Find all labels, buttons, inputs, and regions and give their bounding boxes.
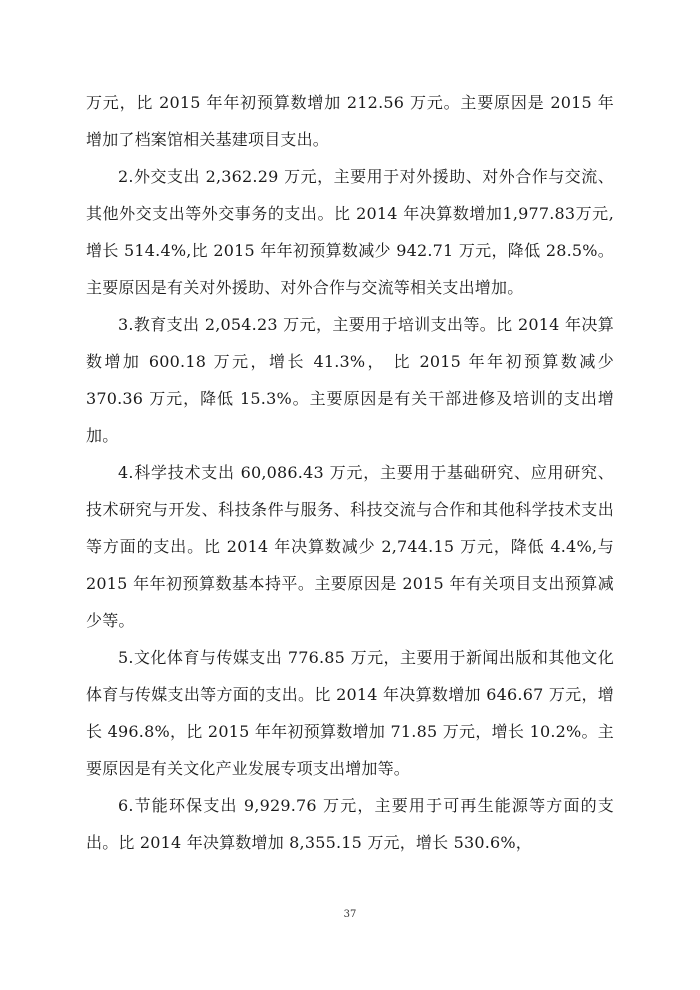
paragraph-education-expenditure: 3.教育支出 2,054.23 万元，主要用于培训支出等。比 2014 年决算数增加 600.18 万元，增长 41.3%， 比 2015 年年初预算数减少 370.36 万元，降低 15.3%。主要原因是有关干部进修及培训的支出增加。 [86, 315, 614, 445]
paragraph-science-technology-expenditure: 4.科学技术支出 60,086.43 万元，主要用于基础研究、应用研究、技术研究与开发、科技条件与服务、科技交流与合作和其他科学技术支出等方面的支出。比 2014 年决算数减少 2,744.15 万元，降低 4.4%,与 2015 年年初预算数基本持平。主要原因是 2015 年有关项目支出预算减少等。 [86, 463, 614, 630]
paragraph-continuation: 万元，比 2015 年年初预算数增加 212.56 万元。主要原因是 2015 年增加了档案馆相关基建项目支出。 [86, 93, 614, 149]
paragraph-culture-sports-media-expenditure: 5.文化体育与传媒支出 776.85 万元，主要用于新闻出版和其他文化体育与传媒支出等方面的支出。比 2014 年决算数增加 646.67 万元，增长 496.8%，比 2015 年年初预算数增加 71.85 万元，增长 10.2%。主要原因是有关文化产业发展专项支出增加等。 [86, 648, 614, 778]
paragraph-foreign-affairs-expenditure: 2.外交支出 2,362.29 万元，主要用于对外援助、对外合作与交流、其他外交支出等外交事务的支出。比 2014 年决算数增加1,977.83万元,增长 514.4%,比 2015 年年初预算数减少 942.71 万元，降低 28.5%。主要原因是有关对外援助、对外合作与交流等相关支出增加。 [86, 167, 614, 297]
paragraph-energy-environment-expenditure: 6.节能环保支出 9,929.76 万元，主要用于可再生能源等方面的支出。比 2014 年决算数增加 8,355.15 万元，增长 530.6%， [86, 796, 614, 852]
page-body [86, 84, 614, 861]
page-number: 37 [343, 909, 357, 920]
